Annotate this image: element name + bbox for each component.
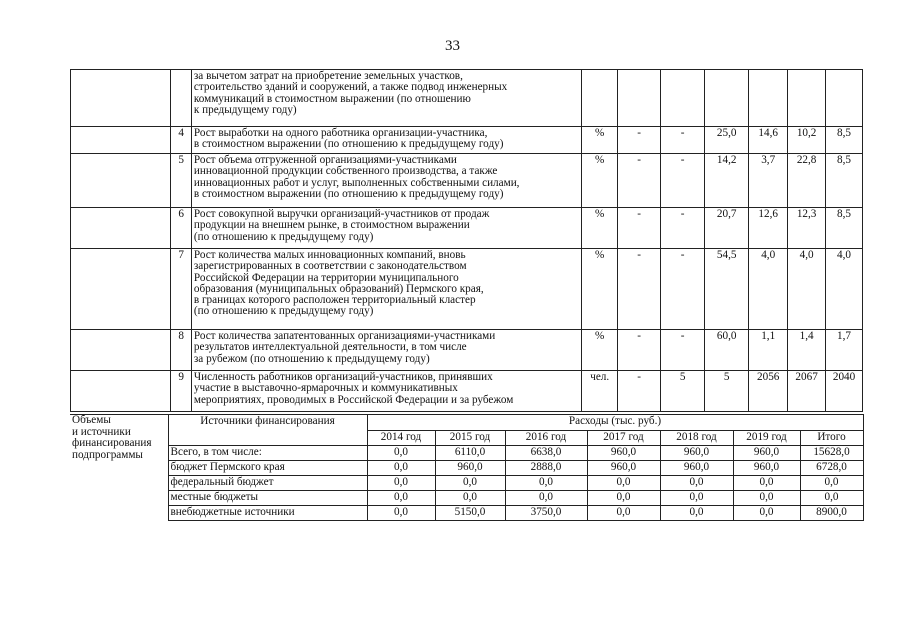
indicator-unit: % (582, 154, 618, 208)
financing-value: 0,0 (733, 491, 800, 506)
financing-value: 960,0 (587, 446, 660, 461)
financing-value: 0,0 (660, 491, 733, 506)
value-2015 (661, 70, 705, 127)
indicator-description: Рост количества малых инновационных компаний, вновь зарегистрированных в соответствии с законодательством Российской Федерации на территории муниципального образования (муниципальных образований) Пермского края, в границах которого расположен территориальный кластер (по отношению к предыдущему году) (191, 249, 581, 330)
value-2018 (788, 70, 826, 127)
indicator-number: 9 (171, 371, 191, 412)
indicator-row (71, 154, 863, 208)
year-header: 2018 год (660, 431, 733, 446)
value-2017: 2056 (749, 371, 788, 412)
value-2019: 4,0 (826, 249, 863, 330)
value-2019: 1,7 (826, 330, 863, 371)
financing-value: 960,0 (660, 446, 733, 461)
financing-value: 0,0 (435, 491, 505, 506)
indicator-unit: чел. (582, 371, 618, 412)
financing-value: 0,0 (505, 491, 587, 506)
financing-source-label: местные бюджеты (168, 491, 367, 506)
value-2018: 4,0 (788, 249, 826, 330)
financing-source-label: федеральный бюджет (168, 476, 367, 491)
financing-value: 0,0 (800, 491, 863, 506)
financing-section-label: Объемы и источники финансирования подпрограммы (70, 415, 168, 521)
financing-value: 0,0 (660, 506, 733, 521)
financing-value: 0,0 (367, 461, 435, 476)
value-2016: 14,2 (705, 154, 749, 208)
label-column-cell (71, 154, 171, 208)
value-2017: 4,0 (749, 249, 788, 330)
value-2017: 3,7 (749, 154, 788, 208)
indicator-row (71, 371, 863, 412)
financing-value: 960,0 (733, 446, 800, 461)
value-2016 (705, 70, 749, 127)
financing-value: 0,0 (435, 476, 505, 491)
indicator-number: 4 (171, 127, 191, 154)
indicator-description: Рост совокупной выручки организаций-участников от продаж продукции на внешнем рынке, в стоимостном выражении (по отношению к предыдущему году) (191, 208, 581, 249)
value-2015: - (661, 249, 705, 330)
indicator-description: Рост выработки на одного работника организации-участника, в стоимостном выражении (по отношению к предыдущему году) (191, 127, 581, 154)
value-2014 (618, 70, 661, 127)
financing-row (70, 506, 863, 521)
financing-value: 0,0 (367, 446, 435, 461)
value-2014: - (618, 249, 661, 330)
indicator-row (71, 70, 863, 127)
indicator-number: 5 (171, 154, 191, 208)
financing-value: 0,0 (367, 491, 435, 506)
financing-source-label: Всего, в том числе: (168, 446, 367, 461)
value-2018: 12,3 (788, 208, 826, 249)
value-2019: 8,5 (826, 208, 863, 249)
value-2014: - (618, 127, 661, 154)
value-2017: 14,6 (749, 127, 788, 154)
value-2015: - (661, 208, 705, 249)
label-column-cell (71, 208, 171, 249)
financing-row (70, 476, 863, 491)
value-2014: - (618, 154, 661, 208)
financing-value: 3750,0 (505, 506, 587, 521)
year-header: 2014 год (367, 431, 435, 446)
financing-value: 6638,0 (505, 446, 587, 461)
indicator-row (71, 208, 863, 249)
indicator-unit (582, 70, 618, 127)
value-2019: 8,5 (826, 154, 863, 208)
financing-table (70, 414, 864, 521)
indicator-description: Рост количества запатентованных организациями-участниками результатов интеллектуальной деятельности, в том числе за рубежом (по отношению к предыдущему году) (191, 330, 581, 371)
financing-value: 15628,0 (800, 446, 863, 461)
financing-value: 0,0 (587, 491, 660, 506)
value-2019 (826, 70, 863, 127)
year-header: 2017 год (587, 431, 660, 446)
label-column-cell (71, 70, 171, 127)
value-2015: 5 (661, 371, 705, 412)
year-header: 2016 год (505, 431, 587, 446)
value-2014: - (618, 371, 661, 412)
year-header: 2019 год (733, 431, 800, 446)
financing-value: 960,0 (435, 461, 505, 476)
indicator-number: 8 (171, 330, 191, 371)
financing-value: 960,0 (587, 461, 660, 476)
financing-source-label: внебюджетные источники (168, 506, 367, 521)
label-column-cell (71, 330, 171, 371)
financing-header-row (70, 415, 863, 431)
year-header: 2015 год (435, 431, 505, 446)
indicator-description: Численность работников организаций-участников, принявших участие в выставочно-ярмарочных и коммуникативных мероприятиях, проводимых в Российской Федерации и за рубежом (191, 371, 581, 412)
value-2018: 1,4 (788, 330, 826, 371)
indicator-unit: % (582, 208, 618, 249)
label-column-cell (71, 371, 171, 412)
financing-row (70, 446, 863, 461)
financing-value: 0,0 (367, 506, 435, 521)
value-2018: 22,8 (788, 154, 826, 208)
financing-value: 5150,0 (435, 506, 505, 521)
financing-source-label: бюджет Пермского края (168, 461, 367, 476)
indicator-number: 7 (171, 249, 191, 330)
indicator-row (71, 127, 863, 154)
value-2014: - (618, 330, 661, 371)
indicator-description: за вычетом затрат на приобретение земельных участков, строительство зданий и сооружений, а также подвод инженерных коммуникаций в стоимостном выражении (по отношению к предыдущему году) (191, 70, 581, 127)
value-2015: - (661, 330, 705, 371)
label-column-cell (71, 249, 171, 330)
sources-header: Источники финансирования (168, 415, 367, 446)
value-2016: 20,7 (705, 208, 749, 249)
financing-row (70, 491, 863, 506)
financing-value: 960,0 (660, 461, 733, 476)
indicator-row (71, 249, 863, 330)
financing-value: 0,0 (660, 476, 733, 491)
indicator-unit: % (582, 330, 618, 371)
financing-value: 0,0 (587, 506, 660, 521)
financing-row (70, 461, 863, 476)
financing-value: 0,0 (505, 476, 587, 491)
value-2015: - (661, 154, 705, 208)
value-2014: - (618, 208, 661, 249)
indicators-table (70, 69, 863, 412)
value-2018: 2067 (788, 371, 826, 412)
year-header: Итого (800, 431, 863, 446)
expenses-header: Расходы (тыс. руб.) (367, 415, 863, 431)
value-2019: 2040 (826, 371, 863, 412)
value-2019: 8,5 (826, 127, 863, 154)
value-2017: 12,6 (749, 208, 788, 249)
financing-value: 2888,0 (505, 461, 587, 476)
indicator-unit: % (582, 249, 618, 330)
indicator-unit: % (582, 127, 618, 154)
value-2017: 1,1 (749, 330, 788, 371)
value-2016: 54,5 (705, 249, 749, 330)
value-2016: 25,0 (705, 127, 749, 154)
indicator-number: 6 (171, 208, 191, 249)
indicator-number (171, 70, 191, 127)
financing-value: 960,0 (733, 461, 800, 476)
value-2017 (749, 70, 788, 127)
value-2016: 60,0 (705, 330, 749, 371)
page-number: 33 (445, 38, 460, 54)
financing-value: 0,0 (733, 476, 800, 491)
financing-value: 0,0 (587, 476, 660, 491)
financing-value: 0,0 (733, 506, 800, 521)
value-2018: 10,2 (788, 127, 826, 154)
financing-value: 6728,0 (800, 461, 863, 476)
label-column-cell (71, 127, 171, 154)
indicator-row (71, 330, 863, 371)
financing-value: 0,0 (800, 476, 863, 491)
financing-value: 6110,0 (435, 446, 505, 461)
indicator-description: Рост объема отгруженной организациями-участниками инновационной продукции собственного производства, а также инновационных работ и услуг, выполненных собственными силами, в стоимостном выражении (по отношению к предыдущему году) (191, 154, 581, 208)
financing-value: 8900,0 (800, 506, 863, 521)
value-2016: 5 (705, 371, 749, 412)
financing-value: 0,0 (367, 476, 435, 491)
value-2015: - (661, 127, 705, 154)
